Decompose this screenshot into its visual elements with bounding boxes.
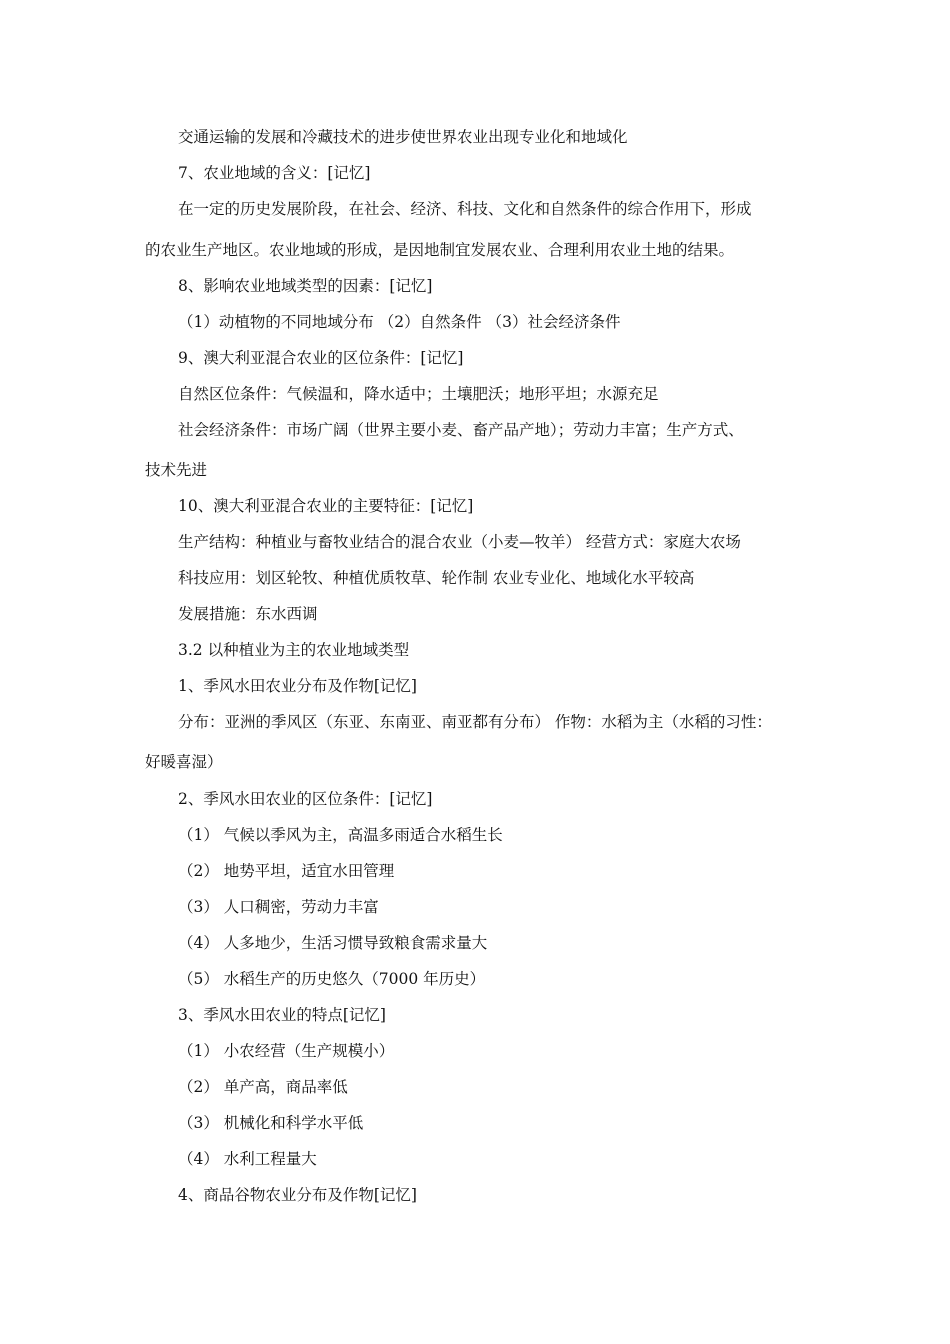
paragraph-line: 技术先进 [145,461,208,479]
section-heading: 1、季风水田农业分布及作物[记忆] [178,677,417,695]
paragraph-line: 分布：亚洲的季风区（东亚、东南亚、南亚都有分布） 作物：水稻为主（水稻的习性： [178,713,772,731]
list-item: （3） 机械化和科学水平低 [178,1114,364,1132]
list-item: （4） 水利工程量大 [178,1150,317,1168]
list-item: （5） 水稻生产的历史悠久（7000 年历史） [178,970,486,988]
paragraph-line: 的农业生产地区。农业地域的形成，是因地制宜发展农业、合理利用农业土地的结果。 [145,241,735,259]
section-heading: 2、季风水田农业的区位条件：[记忆] [178,790,433,808]
section-heading: 10、澳大利亚混合农业的主要特征：[记忆] [178,497,474,515]
list-item: （2） 单产高，商品率低 [178,1078,348,1096]
paragraph-line: 交通运输的发展和冷藏技术的进步使世界农业出现专业化和地域化 [178,128,628,146]
paragraph-line: 自然区位条件：气候温和，降水适中；土壤肥沃；地形平坦；水源充足 [178,385,659,403]
list-item: （1）动植物的不同地域分布 （2）自然条件 （3）社会经济条件 [178,313,621,331]
paragraph-line: 生产结构：种植业与畜牧业结合的混合农业（小麦—牧羊） 经营方式：家庭大农场 [178,533,741,551]
chapter-heading: 3.2 以种植业为主的农业地域类型 [178,641,410,659]
section-heading: 7、农业地域的含义：[记忆] [178,164,371,182]
section-heading: 4、商品谷物农业分布及作物[记忆] [178,1186,417,1204]
list-item: （3） 人口稠密，劳动力丰富 [178,898,379,916]
list-item: （1） 气候以季风为主，高温多雨适合水稻生长 [178,826,503,844]
paragraph-line: 科技应用：划区轮牧、种植优质牧草、轮作制 农业专业化、地域化水平较高 [178,569,695,587]
paragraph-line: 好暖喜湿） [145,753,223,771]
list-item: （4） 人多地少，生活习惯导致粮食需求量大 [178,934,488,952]
section-heading: 9、澳大利亚混合农业的区位条件：[记忆] [178,349,464,367]
list-item: （2） 地势平坦，适宜水田管理 [178,862,395,880]
paragraph-line: 社会经济条件：市场广阔（世界主要小麦、畜产品产地）；劳动力丰富；生产方式、 [178,421,744,439]
section-heading: 3、季风水田农业的特点[记忆] [178,1006,386,1024]
paragraph-line: 在一定的历史发展阶段，在社会、经济、科技、文化和自然条件的综合作用下，形成 [178,200,752,218]
paragraph-line: 发展措施：东水西调 [178,605,318,623]
section-heading: 8、影响农业地域类型的因素：[记忆] [178,277,433,295]
list-item: （1） 小农经营（生产规模小） [178,1042,395,1060]
